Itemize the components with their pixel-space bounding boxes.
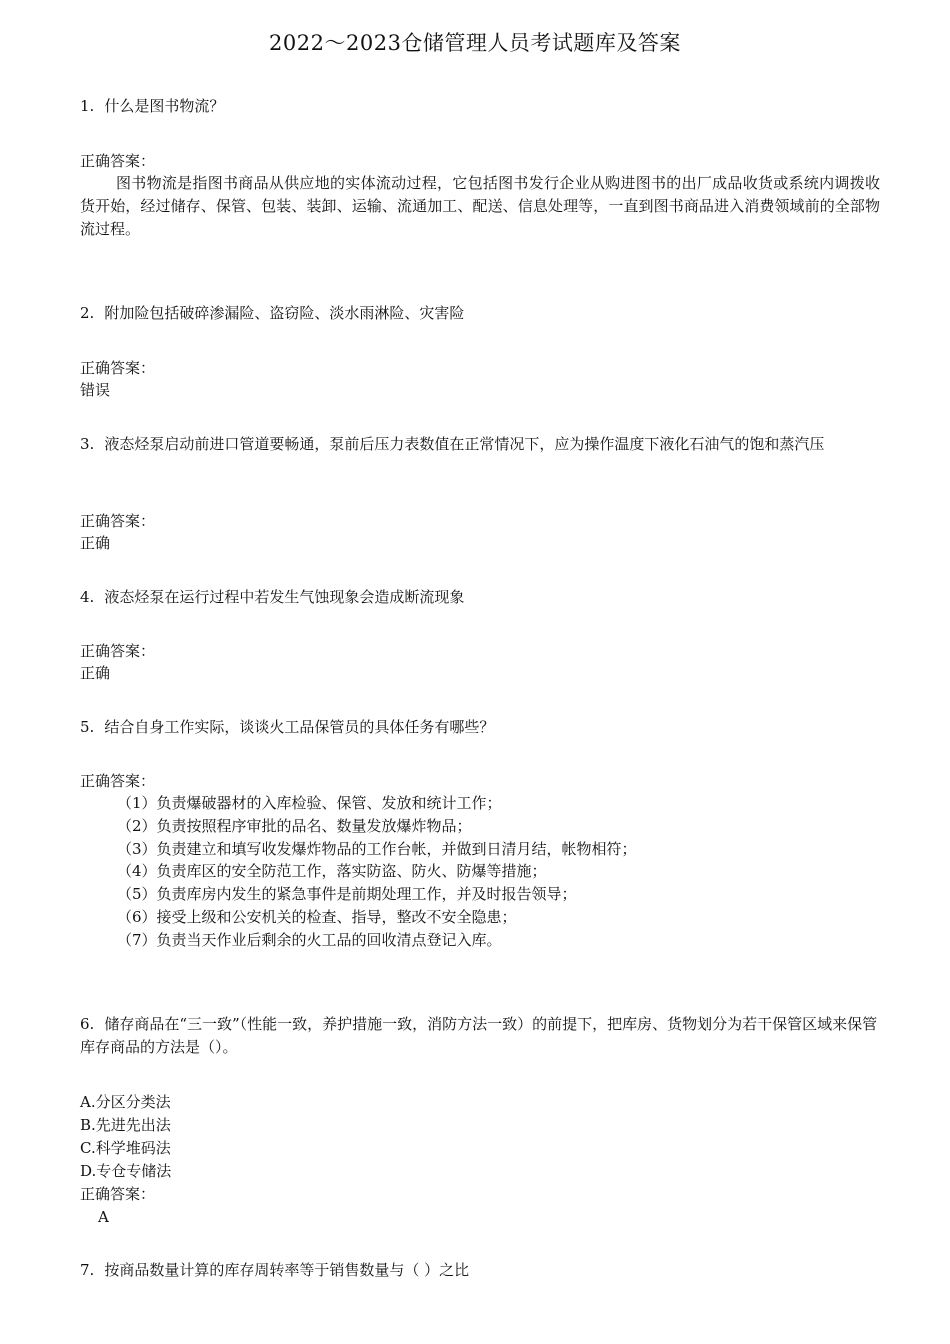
answer-item: （4）负责库区的安全防范工作，落实防盗、防火、防爆等措施； bbox=[117, 862, 547, 881]
answer-label: 正确答案： bbox=[80, 512, 156, 530]
question-number: 7. bbox=[80, 1261, 95, 1279]
question-1 bbox=[80, 95, 880, 118]
question-6 bbox=[80, 1013, 880, 1059]
question-2 bbox=[80, 302, 880, 325]
question-7 bbox=[80, 1259, 880, 1282]
answer-item: （7）负责当天作业后剩余的火工品的回收清点登记入库。 bbox=[117, 930, 502, 949]
question-5 bbox=[80, 716, 880, 739]
question-text: 附加险包括破碎渗漏险、盗窃险、淡水雨淋险、灾害险 bbox=[104, 304, 465, 322]
question-text: 结合自身工作实际，谈谈火工品保管员的具体任务有哪些？ bbox=[104, 718, 495, 736]
question-text: 什么是图书物流？ bbox=[104, 97, 225, 115]
answer-text: 正确 bbox=[80, 664, 111, 682]
answer-label: 正确答案： bbox=[80, 642, 156, 660]
answer-text: 正确 bbox=[80, 534, 111, 552]
question-number: 3. bbox=[80, 435, 95, 453]
option-c: C.科学堆码法 bbox=[80, 1139, 171, 1157]
question-text: 液态烃泵启动前进口管道要畅通，泵前后压力表数值在正常情况下，应为操作温度下液化石油气的饱和蒸汽压 bbox=[104, 435, 825, 453]
answer-item: （2）负责按照程序审批的品名、数量发放爆炸物品； bbox=[117, 816, 472, 835]
question-number: 5. bbox=[80, 718, 95, 736]
question-3 bbox=[80, 433, 880, 456]
answer-item: （6）接受上级和公安机关的检查、指导，整改不安全隐患； bbox=[117, 907, 517, 926]
question-text: 按商品数量计算的库存周转率等于销售数量与（ ）之比 bbox=[104, 1261, 470, 1279]
option-d: D.专仓专储法 bbox=[80, 1162, 172, 1180]
question-number: 1. bbox=[80, 97, 95, 115]
page-title: 2022～2023仓储管理人员考试题库及答案 bbox=[269, 31, 681, 55]
answer-item: （3）负责建立和填写收发爆炸物品的工作台帐，并做到日清月结，帐物相符； bbox=[117, 839, 637, 858]
question-text: 液态烃泵在运行过程中若发生气蚀现象会造成断流现象 bbox=[104, 588, 465, 606]
question-number: 2. bbox=[80, 304, 95, 322]
answer-item: （1）负责爆破器材的入库检验、保管、发放和统计工作； bbox=[117, 794, 502, 812]
answer-label: 正确答案： bbox=[80, 772, 156, 790]
answer-label: 正确答案： bbox=[80, 359, 156, 377]
answer-item: （5）负责库房内发生的紧急事件是前期处理工作，并及时报告领导； bbox=[117, 885, 577, 904]
answer-label: 正确答案： bbox=[80, 152, 156, 170]
question-number: 6. bbox=[80, 1015, 95, 1033]
question-text: 储存商品在“三一致”（性能一致，养护措施一致，消防方法一致）的前提下，把库房、货物划分为若干保管区域来保管库存商品的方法是（）。 bbox=[80, 1015, 878, 1056]
question-number: 4. bbox=[80, 588, 95, 606]
answer-text: 错误 bbox=[80, 381, 111, 399]
option-b: B.先进先出法 bbox=[80, 1116, 171, 1134]
answer-label: 正确答案： bbox=[80, 1185, 156, 1203]
answer-text: 图书物流是指图书商品从供应地的实体流动过程，它包括图书发行企业从购进图书的出厂成品收货或系统内调拨收货开始，经过储存、保管、包装、装卸、运输、流通加工、配送、信息处理等，一直到图书商品进入消费领域前的全部物流过程。 bbox=[80, 174, 880, 238]
option-list bbox=[80, 1091, 171, 1229]
question-4 bbox=[80, 586, 880, 609]
option-a: A.分区分类法 bbox=[80, 1093, 171, 1111]
answer-list bbox=[117, 792, 877, 952]
answer-text: A bbox=[98, 1208, 109, 1226]
